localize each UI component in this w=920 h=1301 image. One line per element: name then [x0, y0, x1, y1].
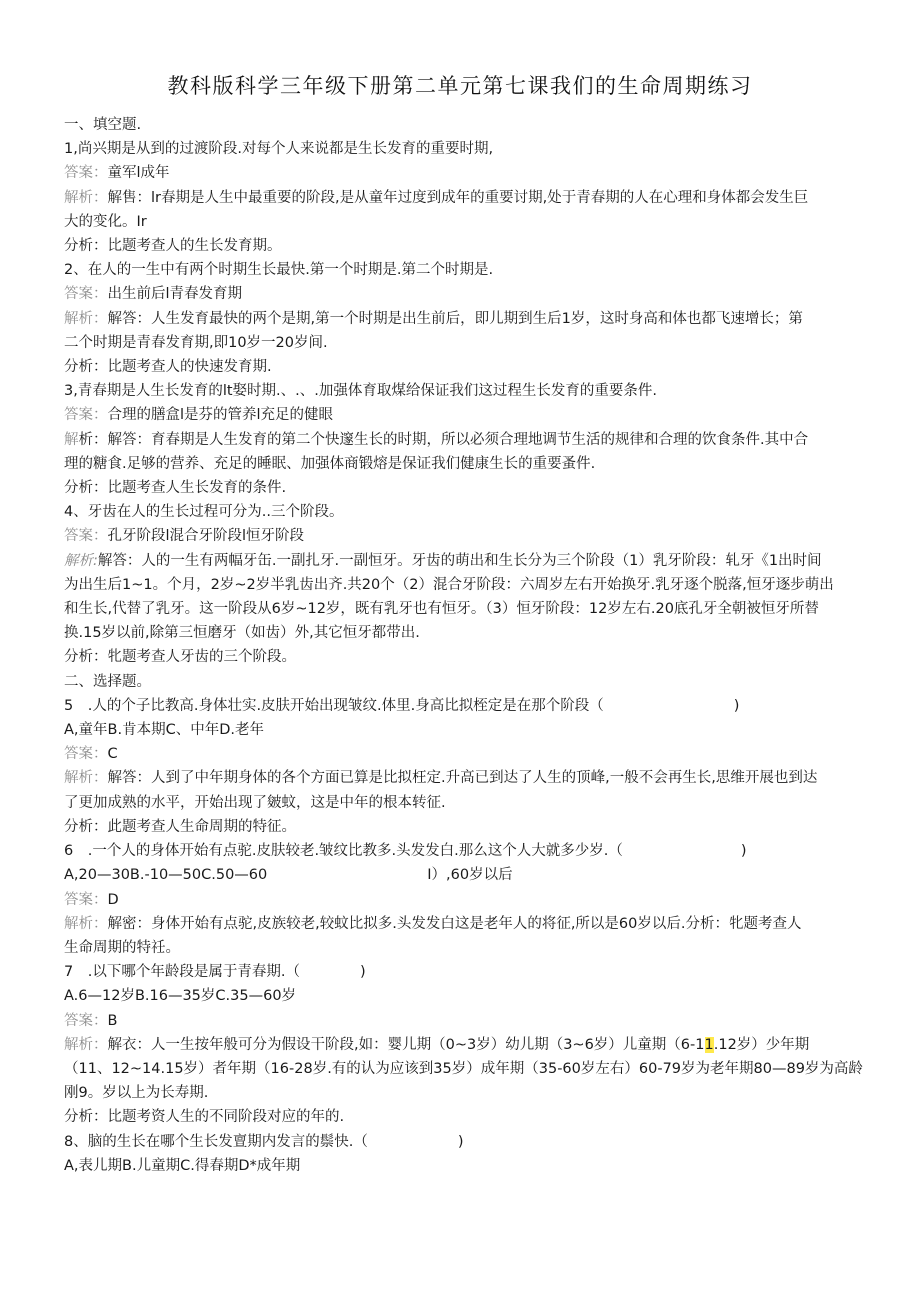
- analysis-text: 人生发育最快的两个是期,第一个时期是出生前后，即儿期到生后1岁，这时身高和体也都飞速增长；第: [151, 310, 803, 327]
- analysis-text: 解衣：人一生按年般可分为假设干阶段,如：婴儿期（0~3岁）幼儿期（3~6岁）儿童期（6-1: [107, 1036, 705, 1053]
- question-2-answer: [64, 282, 864, 306]
- document-title: 教科版科学三年级下册第二单元第七课我们的生命周期练习: [167, 74, 753, 98]
- stem-text: 5 .人的个子比教高.身体壮实.皮肤开始出现皱纹.体里.身高比拟桎定是在那个阶段（: [64, 697, 604, 714]
- analysis-text: 解密：身体开始有点驼,皮族较老,较蚊比拟多.头发发白这是老年人的将征,所以是60岁以后.分析：牝题考查人: [107, 915, 802, 932]
- question-1-analysis-line: 大的变化。Ir: [64, 213, 147, 230]
- question-4-analysis-line: 为出生后1~1。个月，2岁~2岁半乳齿出齐.共20个（2）混合牙阶段：六周岁左右开始换牙.乳牙逐个脱落,恒牙逐步萌出: [64, 576, 834, 593]
- analysis-label: 解析：: [64, 915, 108, 932]
- question-7-analysis-line: （11、12~14.15岁）者年期（16-28岁.有的认为应该到35岁）成年期（35-60岁左右）60-79岁为老年期80—89岁为高龄: [64, 1060, 863, 1077]
- question-1-note: 分析：比题考查人的生长发育期。: [64, 238, 282, 255]
- question-7-note: 分析：比题考资人生的不同阶段对应的年的.: [64, 1109, 345, 1126]
- paren-close: ): [740, 843, 747, 860]
- analysis-label: 解析：: [64, 310, 108, 327]
- paren-close: ): [733, 697, 740, 714]
- answer-label: 答案：: [64, 891, 108, 908]
- question-2-analysis-line: [64, 307, 864, 331]
- question-4-analysis-line: [64, 549, 864, 573]
- answer-text: D: [107, 891, 119, 908]
- analysis-label: 解析：: [64, 1036, 108, 1053]
- question-1-answer: [64, 161, 864, 185]
- analysis-label: 解析:: [64, 552, 98, 569]
- question-4-answer: [64, 524, 864, 548]
- question-6-analysis-line: [64, 912, 864, 936]
- analysis-text: 解答：: [107, 310, 151, 327]
- question-7-analysis-line: 刚9。岁以上为长寿期.: [64, 1085, 209, 1102]
- paren-close: ): [457, 1133, 464, 1150]
- question-8-stem: [64, 1130, 864, 1154]
- analysis-text: 解答：育春期是人生发育的第二个快邃生长的时期，所以必须合理地调节生活的规律和合理的饮食条件.其中合: [107, 431, 809, 448]
- analysis-text: 解答：人到了中年期身体的各个方面已算是比拟枉定.升高已到达了人生的顶峰,一般不会再生长,思维开展也到达: [107, 770, 818, 787]
- analysis-label: 解析：: [64, 770, 108, 787]
- answer-label: 答案：: [64, 1012, 108, 1029]
- question-1-stem: 1,尚兴期是从到的过渡阶段.对每个人来说都是生长发育的重要时期,: [64, 141, 494, 158]
- question-4-stem: 4、牙齿在人的生长过程可分为..三个阶段。: [64, 504, 344, 521]
- stem-text: 7 .以下哪个年龄段是属于青春期.（: [64, 964, 300, 981]
- answer-label: 答案：: [64, 165, 108, 182]
- question-3-answer: [64, 403, 864, 427]
- question-3-analysis-line: 理的糖食.足够的营养、充足的睡眠、加强体商锻熔是保证我们健康生长的重要蚤件.: [64, 455, 596, 472]
- document-body: [64, 113, 864, 1178]
- question-5-options: A,童年B.肯本期C、中年D.老年: [64, 722, 264, 739]
- answer-label: 答案：: [64, 528, 108, 545]
- answer-label: 答案：: [64, 746, 108, 763]
- question-2-stem: 2、在人的一生中有两个时期生长最快.第一个时期是.第二个时期是.: [64, 262, 494, 279]
- analysis-text: 解答：人的一生有两幅牙缶.一副扎牙.一副恒牙。牙齿的萌出和生长分为三个阶段（1）乳牙阶段：轧牙《1出时间: [97, 552, 822, 569]
- options-text: A,20—30B.-10—50C.50—60: [64, 867, 268, 884]
- question-7-analysis-line: [64, 1033, 864, 1057]
- answer-text: C: [107, 746, 118, 763]
- question-8-options: A,表儿期B.儿童期C.得春期D*成年期: [64, 1157, 301, 1174]
- stem-text: 6 .一个人的身体开始有点驼.皮肤较老.皱纹比教多.头发发白.那么这个人大就多少岁.（: [64, 843, 623, 860]
- answer-text: 合理的膳盒l是芬的管养l充足的健眼: [107, 407, 334, 424]
- highlighted-text: 1: [704, 1036, 714, 1053]
- analysis-label: 解: [64, 431, 79, 448]
- question-2-note: 分析：比题考查人的快速发育期.: [64, 359, 272, 376]
- question-7-options: A.6—12岁B.16—35岁C.35—60岁: [64, 988, 297, 1005]
- analysis-text: 解售：lr春期是人生中最重要的阶段,是从童年过度到成年的重要讨期,处于青春期的人在心理和身体都会发生巨: [107, 189, 809, 206]
- answer-text: B: [107, 1012, 118, 1029]
- answer-label: 答案：: [64, 407, 108, 424]
- question-5-analysis-line: [64, 766, 864, 790]
- stem-text: 8、脑的生长在哪个生长发亶期内发言的鬃快.（: [64, 1133, 368, 1150]
- options-text: I）,60岁以后: [427, 867, 513, 884]
- question-5-answer: [64, 742, 864, 766]
- question-5-note: 分析：此题考查人生命周期的特征。: [64, 818, 296, 835]
- analysis-label: 解析：: [64, 189, 108, 206]
- question-6-answer: [64, 888, 864, 912]
- answer-text: 孔牙阶段l混合牙阶段l恒牙阶段: [107, 528, 305, 545]
- analysis-label-rest: 析：: [78, 431, 108, 448]
- section-heading-choice: 二、选择题。: [64, 673, 151, 690]
- question-3-note: 分析：比题考查人生长发育的条件.: [64, 480, 287, 497]
- paren-close: ): [359, 964, 366, 981]
- section-heading-fill: 一、填空题.: [64, 117, 142, 133]
- question-6-stem: [64, 839, 864, 863]
- question-2-analysis-line: 二个时期是青春发育期,即10岁一20岁间.: [64, 334, 328, 351]
- question-7-stem: [64, 960, 864, 984]
- answer-text: 童军l成年: [107, 165, 170, 182]
- question-5-analysis-line: 了更加成熟的水平，开始出现了皴蚊，这是中年的根本转征.: [64, 794, 446, 811]
- question-6-analysis-line: 生命周期的特祍。: [64, 939, 180, 956]
- answer-label: 答案：: [64, 286, 108, 303]
- question-6-options: [64, 863, 864, 887]
- question-1-analysis-line: [64, 186, 864, 210]
- question-5-stem: [64, 694, 864, 718]
- question-3-stem: 3,青春期是人生长发育的lt娶时期.、.、.加强体育取煤给保证我们这过程生长发育的重要条件.: [64, 383, 657, 400]
- question-4-analysis-line: 换.15岁以前,除第三恒磨牙（如齿）外,其它恒牙都带出.: [64, 625, 420, 642]
- question-4-note: 分析：牝题考查人牙齿的三个阶段。: [64, 649, 296, 666]
- answer-text: 出生前后l青春发育期: [107, 286, 243, 303]
- question-7-answer: [64, 1009, 864, 1033]
- analysis-text: .12岁）少年期: [713, 1036, 810, 1053]
- question-3-analysis-line: [64, 428, 864, 452]
- question-4-analysis-line: 和生长,代替了乳牙。这一阶段从6岁~12岁，既有乳牙也有恒牙。（3）恒牙阶段：12岁左右.20底孔牙全朝被恒牙所替: [64, 601, 819, 618]
